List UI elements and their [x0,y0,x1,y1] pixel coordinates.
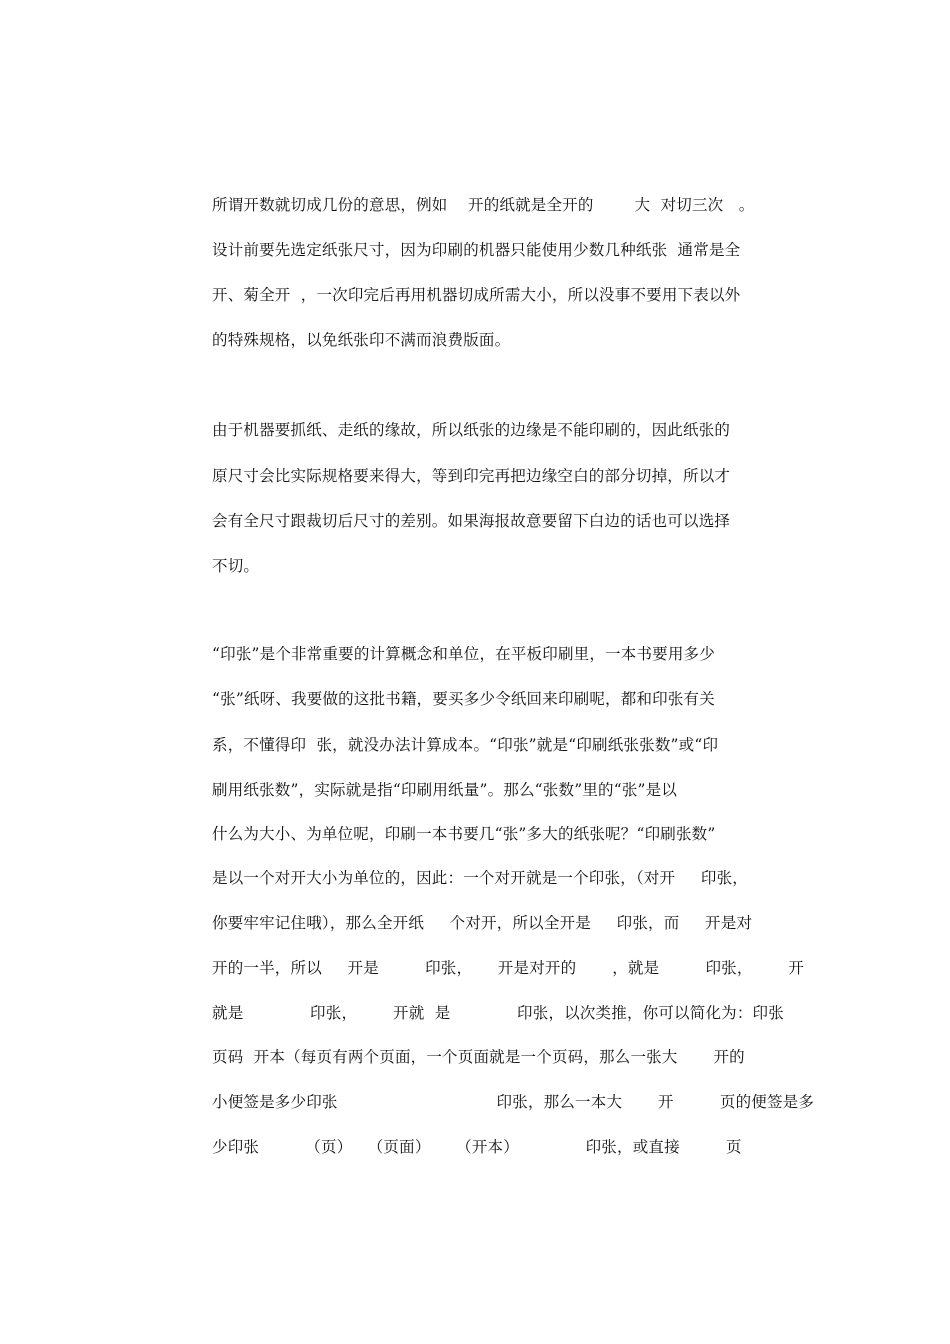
text-line: 会有全尺寸跟裁切后尺寸的差别。如果海报故意要留下白边的话也可以选择 [212,512,731,530]
text-line: 系，不懂得印 张，就没办法计算成本。“印张”就是“印刷纸张张数”或“印 [212,736,719,754]
text-line: 是以一个对开大小为单位的，因此：一个对开就是一个印张，（对开 印张， [212,869,748,887]
text-line: 刷用纸张数”，实际就是指“印刷用纸量”。那么“张数”里的“张”是以 [212,781,678,799]
text-line: 由于机器要抓纸、走纸的缘故，所以纸张的边缘是不能印刷的，因此纸张的 [212,421,731,439]
text-line: 的特殊规格，以免纸张印不满而浪费版面。 [212,331,511,349]
text-line: 你要牢牢记住哦），那么全开纸 个对开，所以全开是 印张，而 开是对 [212,914,753,932]
text-line: 小便签是多少印张 印张，那么一本大 开 页的便签是多 [212,1093,815,1111]
text-line: 开的一半，所以 开是 印张， 开是对开的 ，就是 印张， 开 [212,959,805,977]
text-line: “印张”是个非常重要的计算概念和单位，在平板印刷里，一本书要用多少 [212,645,715,663]
text-line: 设计前要先选定纸张尺寸，因为印刷的机器只能使用少数几种纸张 通常是全 [212,241,741,259]
text-line: 什么为大小、为单位呢，印刷一本书要几“张”多大的纸张呢？“印刷张数” [212,825,716,843]
text-line: “张”纸呀、我要做的这批书籍，要买多少令纸回来印刷呢，都和印张有关 [212,690,715,708]
text-line: 就是 印张， 开就 是 印张，以次类推，你可以简化为：印张 [212,1004,784,1022]
text-line: 所谓开数就切成几份的意思，例如 开的纸就是全开的 大 对切三次 。 [212,196,755,214]
text-line: 少印张 （页） （页面） （开本） 印张，或直接 页 [212,1138,742,1156]
text-line: 开、菊全开 ，一次印完后再用机器切成所需大小，所以没事不要用下表以外 [212,286,741,304]
text-line: 页码 开本（每页有两个页面，一个页面就是一个页码，那么一张大 开的 [212,1048,745,1066]
text-line: 不切。 [212,557,260,575]
text-line: 原尺寸会比实际规格要来得大，等到印完再把边缘空白的部分切掉，所以才 [212,467,731,485]
